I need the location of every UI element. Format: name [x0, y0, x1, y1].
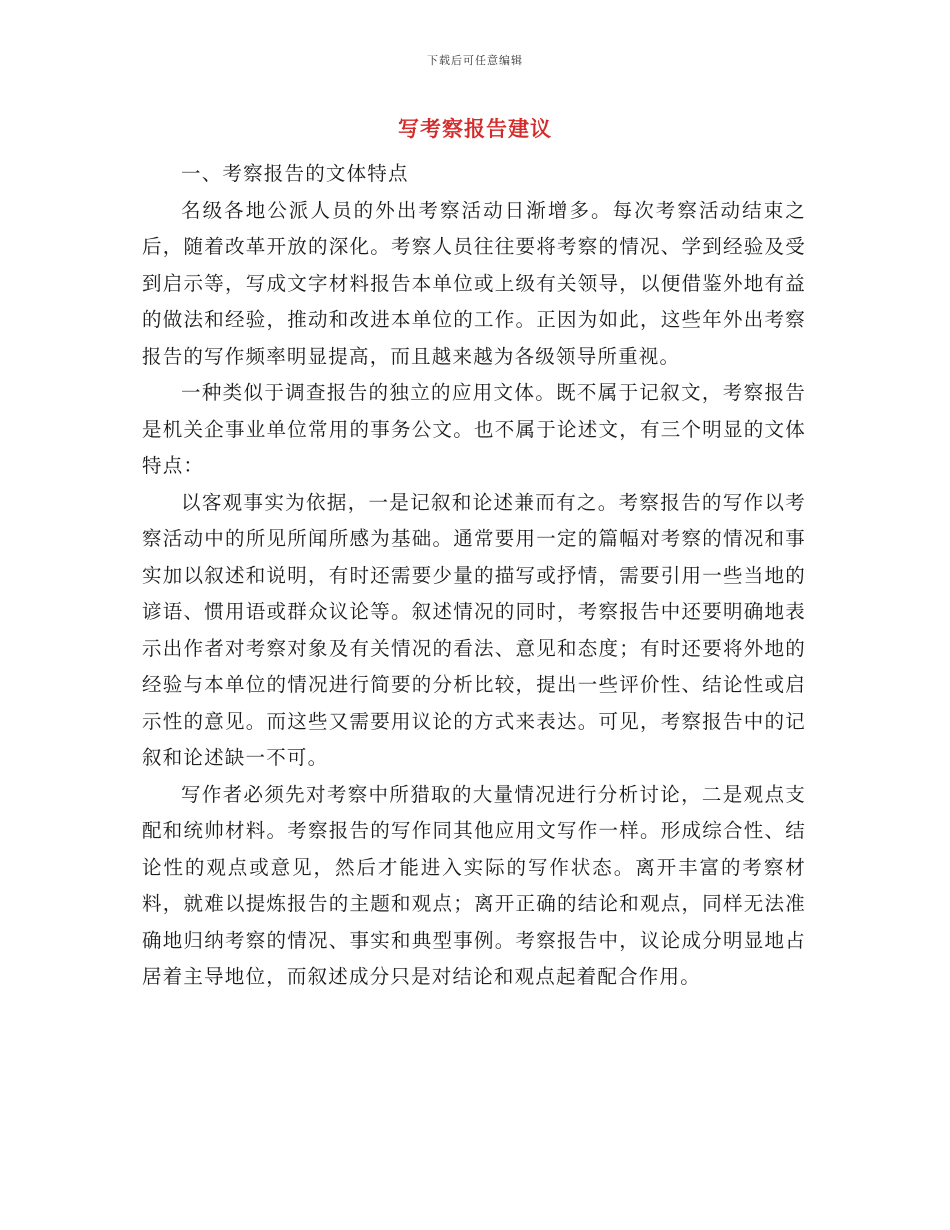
- header-note: 下载后可任意编辑: [427, 54, 523, 67]
- paragraph: 一种类似于调查报告的独立的应用文体。既不属于记叙文，考察报告是机关企事业单位常用的事务公文。也不属于论述文，有三个明显的文体特点：: [142, 381, 806, 477]
- paragraph: 以客观事实为依据，一是记叙和论述兼而有之。考察报告的写作以考察活动中的所见所闻所感为基础。通常要用一定的篇幅对考察的情况和事实加以叙述和说明，有时还需要少量的描写或抒情，需要引用一些当地的谚语、惯用语或群众议论等。叙述情况的同时，考察报告中还要明确地表示出作者对考察对象及有关情况的看法、意见和态度；有时还要将外地的经验与本单位的情况进行简要的分析比较，提出一些评价性、结论性或启示性的意见。而这些又需要用议论的方式来表达。可见，考察报告中的记叙和论述缺一不可。: [142, 490, 806, 769]
- document-body: [142, 156, 806, 996]
- paragraph: 写作者必须先对考察中所猎取的大量情况进行分析讨论，二是观点支配和统帅材料。考察报告的写作同其他应用文写作一样。形成综合性、结论性的观点或意见，然后才能进入实际的写作状态。离开丰富的考察材料，就难以提炼报告的主题和观点；离开正确的结论和观点，同样无法准确地归纳考察的情况、事实和典型事例。考察报告中，议论成分明显地占居着主导地位，而叙述成分只是对结论和观点起着配合作用。: [142, 782, 806, 988]
- document-title: 写考察报告建议: [398, 117, 552, 141]
- section-heading: 一、考察报告的文体特点: [181, 162, 409, 185]
- paragraph: 名级各地公派人员的外出考察活动日渐增多。每次考察活动结束之后，随着改革开放的深化。考察人员往往要将考察的情况、学到经验及受到启示等，写成文字材料报告本单位或上级有关领导，以便借鉴外地有益的做法和经验，推动和改进本单位的工作。正因为如此，这些年外出考察报告的写作频率明显提高，而且越来越为各级领导所重视。: [142, 198, 806, 368]
